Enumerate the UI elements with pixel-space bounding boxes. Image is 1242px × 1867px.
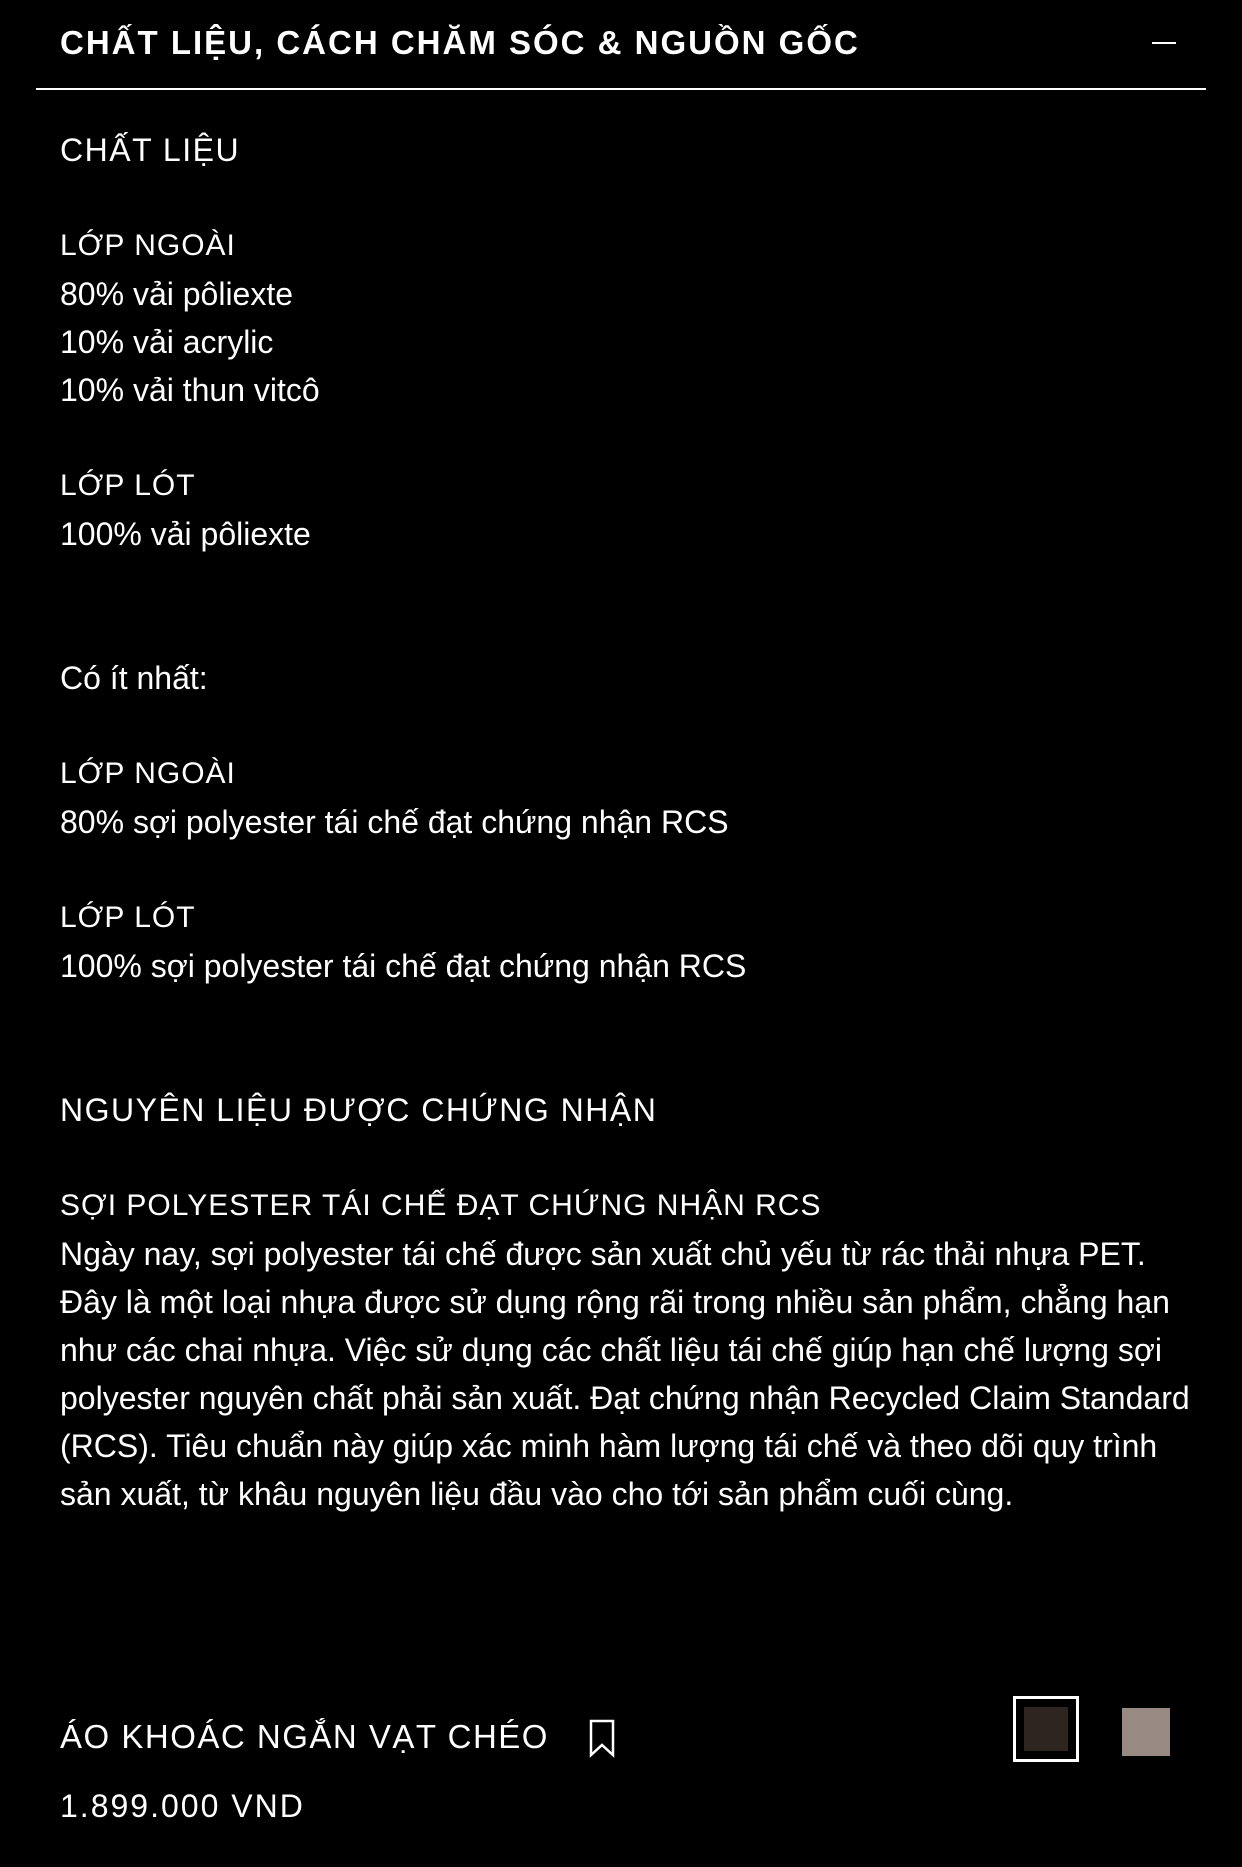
lining-label: LỚP LÓT	[60, 901, 196, 934]
accordion-title: CHẤT LIỆU, CÁCH CHĂM SÓC & NGUỒN GỐC	[60, 24, 860, 61]
product-name: ÁO KHOÁC NGẮN VẠT CHÉO	[60, 1718, 549, 1755]
color-swatch-selected[interactable]	[1013, 1696, 1079, 1762]
bookmark-icon[interactable]	[582, 1716, 622, 1760]
composition-line: 100% sợi polyester tái chế đạt chứng nhận RCS	[60, 948, 747, 984]
minus-icon[interactable]	[1152, 42, 1176, 44]
composition-line: 100% vải pôliexte	[60, 516, 311, 552]
accordion-header[interactable]	[36, 0, 1206, 90]
accordion-content	[60, 126, 1190, 1518]
at-least-intro: Có ít nhất:	[60, 660, 208, 696]
outer-layer-label: LỚP NGOÀI	[60, 757, 236, 790]
materials-heading: CHẤT LIỆU	[60, 132, 241, 168]
lining-label: LỚP LÓT	[60, 469, 196, 502]
product-bar	[60, 1710, 1190, 1840]
outer-layer-label: LỚP NGOÀI	[60, 229, 236, 262]
certified-sub-heading: SỢI POLYESTER TÁI CHẾ ĐẠT CHỨNG NHẬN RCS	[60, 1189, 822, 1222]
composition-line: 80% sợi polyester tái chế đạt chứng nhận RCS	[60, 804, 729, 840]
composition-line: 10% vải acrylic	[60, 324, 274, 360]
composition-line: 10% vải thun vitcô	[60, 372, 320, 408]
color-swatch[interactable]	[1122, 1708, 1170, 1756]
certified-description: Ngày nay, sợi polyester tái chế được sản xuất chủ yếu từ rác thải nhựa PET. Đây là một loại nhựa được sử dụng rộng rãi trong nhiều sản phẩm, chẳng hạn như các chai nhựa. Việc sử dụng các chất liệu tái chế giúp hạn chế lượng sợi polyester nguyên chất phải sản xuất. Đạt chứng nhận Recycled Claim Standard (RCS). Tiêu chuẩn này giúp xác minh hàm lượng tái chế và theo dõi quy trình sản xuất, từ khâu nguyên liệu đầu vào cho tới sản phẩm cuối cùng.	[60, 1236, 1190, 1512]
certified-heading: NGUYÊN LIỆU ĐƯỢC CHỨNG NHẬN	[60, 1092, 658, 1128]
composition-line: 80% vải pôliexte	[60, 276, 294, 312]
swatch-color	[1024, 1707, 1068, 1751]
product-price: 1.899.000 VND	[60, 1788, 305, 1824]
